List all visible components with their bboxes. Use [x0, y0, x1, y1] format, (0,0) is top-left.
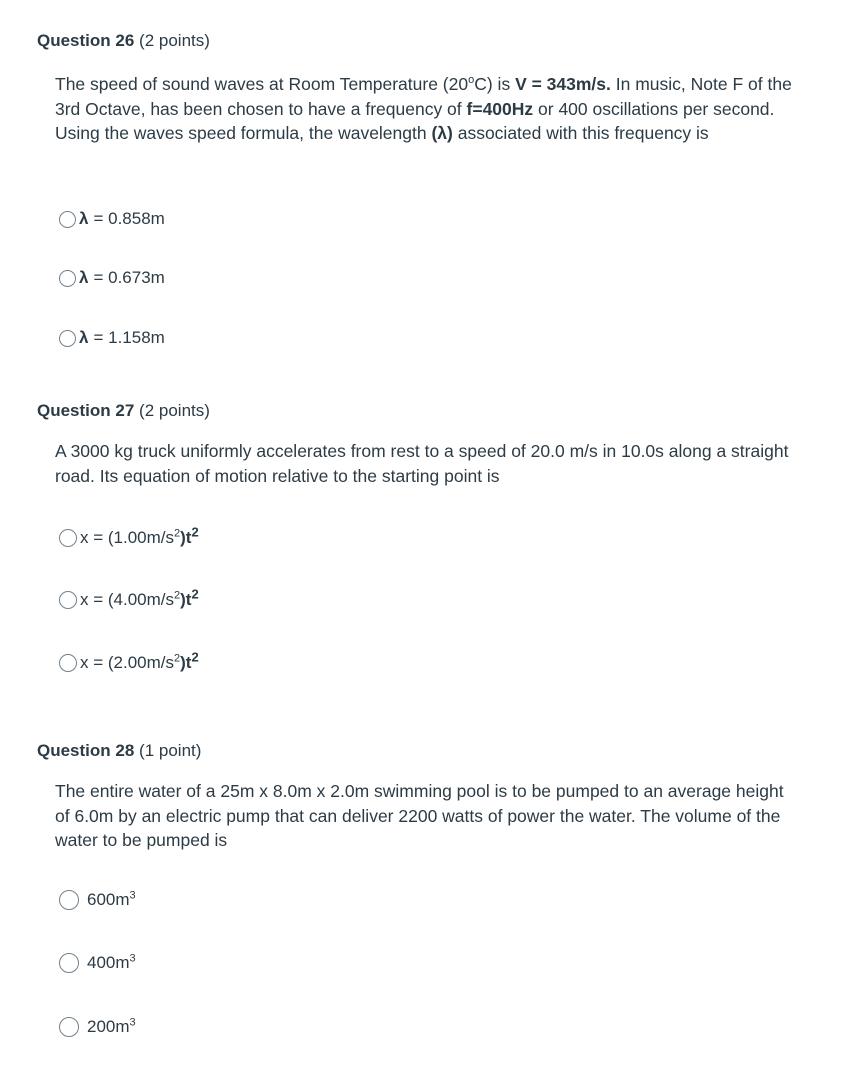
answer-label: $x = (1.00m/s^2)t^2$ — [80, 524, 199, 547]
lambda-symbol: λ — [79, 268, 89, 287]
question-header — [37, 401, 210, 421]
answer-option[interactable] — [59, 268, 165, 288]
question-header — [37, 741, 201, 761]
radio-button[interactable] — [59, 270, 76, 287]
radio-button[interactable] — [59, 211, 76, 228]
question-text: The speed of sound waves at Room Temperature (20$^o$C) is V = 343m/s. In music, Note F of the 3rd Octave, has been chosen to have a frequency of f=400Hz or 400 oscillations per second. Using the waves speed formula, the wavelength (λ) associated with this frequency is — [55, 74, 792, 143]
answer-option[interactable] — [59, 209, 165, 229]
answer-option[interactable] — [59, 890, 136, 910]
radio-button[interactable] — [59, 953, 79, 973]
radio-button[interactable] — [59, 330, 76, 347]
question-points: (2 points) — [139, 401, 210, 420]
radio-button[interactable] — [59, 529, 77, 547]
question-number: Question 26 — [37, 31, 135, 50]
radio-button[interactable] — [59, 890, 79, 910]
lambda-symbol: λ — [79, 209, 89, 228]
answer-label: $x = (4.00m/s^2)t^2$ — [80, 586, 199, 609]
answer-label: = 0.673m — [93, 268, 165, 287]
answer-option[interactable] — [59, 524, 199, 548]
radio-button[interactable] — [59, 1017, 79, 1037]
answer-label: $400m^3$ — [87, 952, 136, 972]
answer-option[interactable] — [59, 586, 199, 610]
question-points: (2 points) — [139, 31, 210, 50]
answer-label: = 0.858m — [93, 209, 165, 228]
question-points: (1 point) — [139, 741, 202, 760]
answer-option[interactable] — [59, 1017, 136, 1037]
question-text: A 3000 kg truck uniformly accelerates from rest to a speed of 20.0 m/s in 10.0s along a straight road. Its equation of motion relative to the starting point is — [55, 441, 789, 486]
question-header — [37, 31, 210, 51]
answer-label: = 1.158m — [93, 328, 165, 347]
answer-option[interactable] — [59, 649, 199, 673]
question-number: Question 27 — [37, 401, 135, 420]
answer-label: $200m^3$ — [87, 1016, 136, 1036]
answer-label: $x = (2.00m/s^2)t^2$ — [80, 649, 199, 672]
question-number: Question 28 — [37, 741, 135, 760]
lambda-symbol: λ — [79, 328, 89, 347]
answer-label: $600m^3$ — [87, 889, 136, 909]
question-text: The entire water of a 25m x 8.0m x 2.0m swimming pool is to be pumped to an average height of 6.0m by an electric pump that can deliver 2200 watts of power the water. The volume of the water to be pumped is — [55, 781, 784, 850]
radio-button[interactable] — [59, 654, 77, 672]
answer-option[interactable] — [59, 328, 165, 348]
radio-button[interactable] — [59, 591, 77, 609]
answer-option[interactable] — [59, 953, 136, 973]
